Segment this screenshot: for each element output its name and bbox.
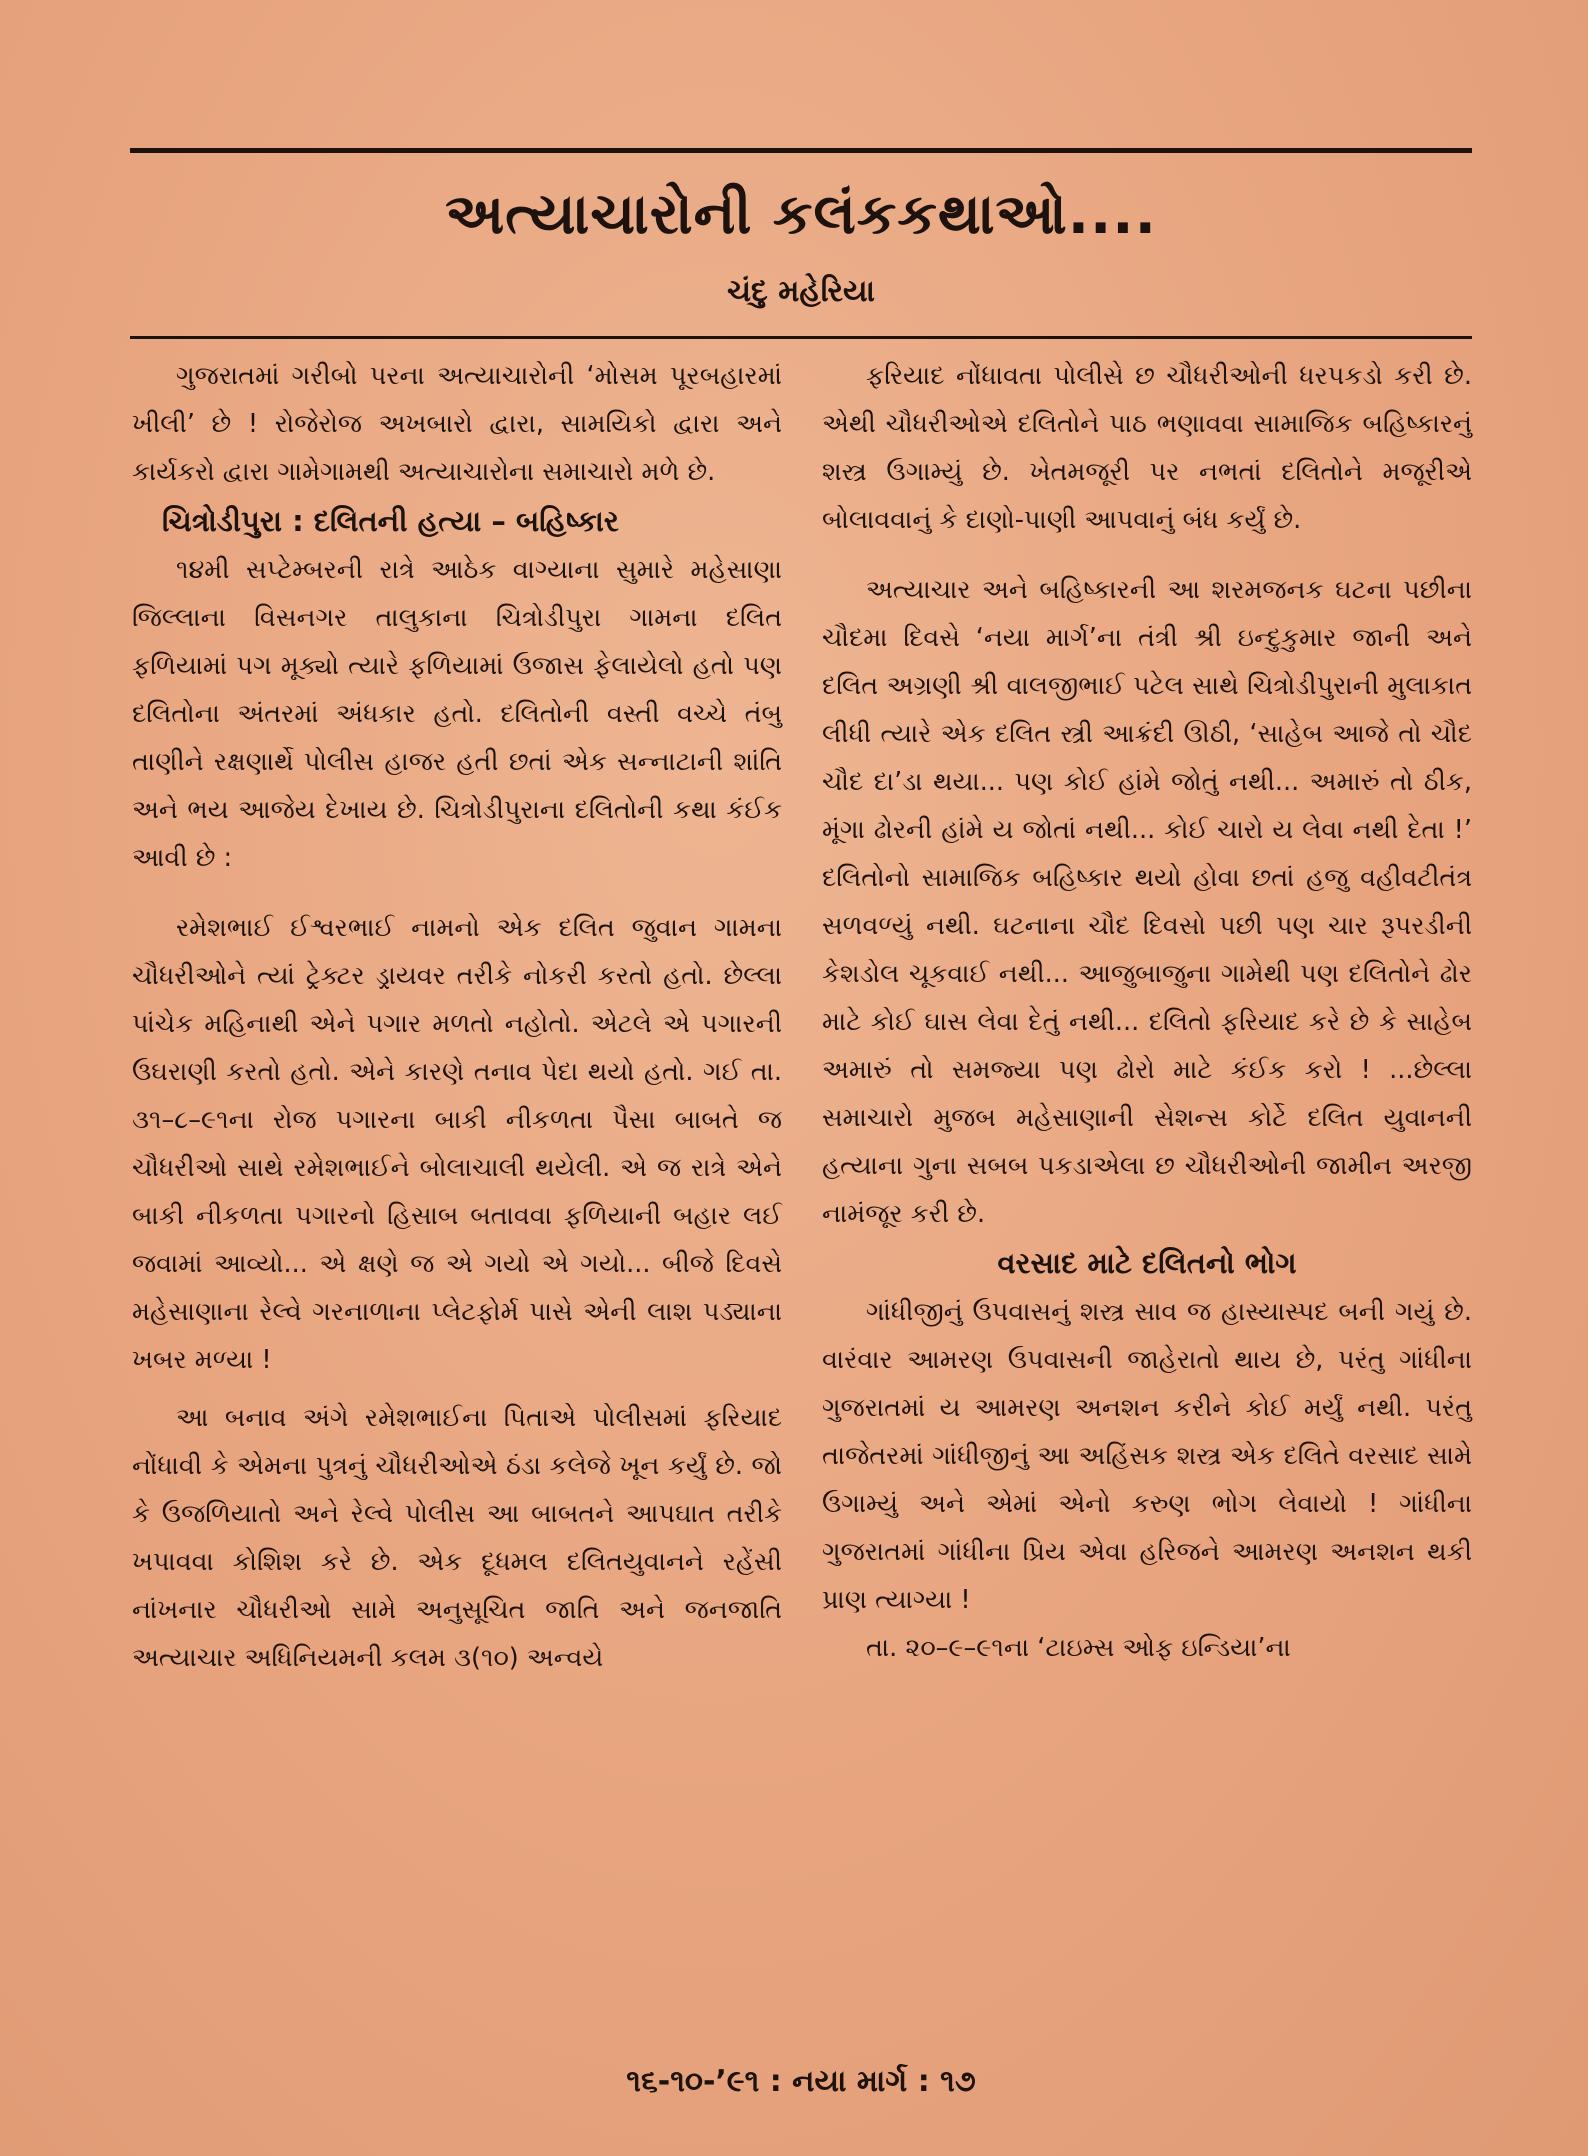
header-rule-divider xyxy=(130,336,1472,339)
paragraph: ગાંધીજીનું ઉપવાસનું શસ્ત્ર સાવ જ હાસ્યાસ્પદ બની ગયું છે. વારંવાર આમરણ ઉપવાસની જાહેરાતો થાય છે, પરંતુ ગાંધીના ગુજરાતમાં ય આમરણ અનશન કરીને કોઈ મર્યું નથી. પરંતુ તાજેતરમાં ગાંધીજીનું આ અહિંસક શસ્ત્ર એક દલિતે વરસાદ સામે ઉગામ્યું અને એમાં એનો કરુણ ભોગ લેવાયો ! ગાંધીના ગુજરાતમાં ગાંધીના પ્રિય એવા હરિજને આમરણ અનશન થકી પ્રાણ ત્યાગ્યા ! xyxy=(822,1297,1472,1615)
section-heading-rain-sacrifice: વરસાદ માટે દલિતનો ભોગ xyxy=(997,1246,1297,1280)
intro-paragraph: ગુજરાતમાં ગરીબો પરના અત્યાચારોની ‘મોસમ પૂરબહારમાં ખીલી’ છે ! રોજેરોજ અખબારો દ્વારા, સામયિકો દ્વારા અને કાર્યકરો દ્વારા ગામેગામથી અત્યાચારોના સમાચારો મળે છે. xyxy=(132,361,782,487)
paragraph: ફરિયાદ નોંધાવતા પોલીસે છ ચૌધરીઓની ધરપકડો કરી છે. એથી ચૌધરીઓએ દલિતોને પાઠ ભણાવવા સામાજિક બહિષ્કારનું શસ્ત્ર ઉગામ્યું છે. ખેતમજૂરી પર નભતાં દલિતોને મજૂરીએ બોલાવવાનું કે દાણો-પાણી આપવાનું બંધ કર્યું છે. xyxy=(822,361,1472,535)
paragraph: ૧૪મી સપ્ટેમ્બરની રાત્રે આઠેક વાગ્યાના સુમારે મહેસાણા જિલ્લાના વિસનગર તાલુકાના ચિત્રોડીપુરા ગામના દલિત ફળિયામાં પગ મૂક્યો ત્યારે ફળિયામાં ઉજાસ ફેલાયેલો હતો પણ દલિતોના અંતરમાં અંધકાર હતો. દલિતોની વસ્તી વચ્ચે તંબુ તાણીને રક્ષણાર્થે પોલીસ હાજર હતી છતાં એક સન્નાટાની શાંતિ અને ભય આજેય દેખાય છે. ચિત્રોડીપુરાના દલિતોની કથા કંઈક આવી છે : xyxy=(132,555,782,873)
paragraph: તા. ૨૦–૯–૯૧ના ‘ટાઇમ્સ ઓફ ઇન્ડિયા’ના xyxy=(866,1633,1291,1663)
top-rule-divider xyxy=(130,148,1472,153)
article-title: અત્યાચારોની કલંકકથાઓ.... xyxy=(445,182,1157,247)
paragraph: આ બનાવ અંગે રમેશભાઈના પિતાએ પોલીસમાં ફરિયાદ નોંધાવી કે એમના પુત્રનું ચૌધરીઓએ ઠંડા કલેજે ખૂન કર્યું છે. જો કે ઉજળિયાતો અને રેલ્વે પોલીસ આ બાબતને આપઘાત તરીકે ખપાવવા કોશિશ કરે છે. એક દૂધમલ દલિતયુવાનને રહેંસી નાંખનાર ચૌધરીઓ સામે અનુસૂચિત જાતિ અને જનજાતિ અત્યાચાર અધિનિયમની કલમ ૩(૧૦) અન્વયે xyxy=(132,1403,782,1673)
left-column xyxy=(132,352,782,1682)
page-footer: ૧૬-૧૦-’૯૧ : નયા માર્ગ : ૧૭ xyxy=(626,2064,976,2099)
paragraph: રમેશભાઈ ઈશ્વરભાઈ નામનો એક દલિત જુવાન ગામના ચૌધરીઓને ત્યાં ટ્રેક્ટર ડ્રાયવર તરીકે નોકરી કરતો હતો. છેલ્લા પાંચેક મહિનાથી એને પગાર મળતો નહોતો. એટલે એ પગારની ઉઘરાણી કરતો હતો. એને કારણે તનાવ પેદા થયો હતો. ગઈ તા. ૩૧–૮–૯૧ના રોજ પગારના બાકી નીકળતા પૈસા બાબતે જ ચૌધરીઓ સાથે રમેશભાઈને બોલાચાલી થયેલી. એ જ રાત્રે એને બાકી નીકળતા પગારનો હિસાબ બતાવવા ફળિયાની બહાર લઈ જવામાં આવ્યો... એ ક્ષણે જ એ ગયો એ ગયો... બીજે દિવસે મહેસાણાના રેલ્વે ગરનાળાના પ્લેટફોર્મ પાસે એની લાશ પડ્યાના ખબર મળ્યા ! xyxy=(132,913,782,1375)
right-column xyxy=(822,352,1472,1672)
paragraph: અત્યાચાર અને બહિષ્કારની આ શરમજનક ઘટના પછીના ચૌદમા દિવસે ‘નયા માર્ગ’ના તંત્રી શ્રી ઇન્દુકુમાર જાની અને દલિત અગ્રણી શ્રી વાલજીભાઈ પટેલ સાથે ચિત્રોડીપુરાની મુલાકાત લીધી ત્યારે એક દલિત સ્ત્રી આક્રંદી ઊઠી, ‘સાહેબ આજે તો ચૌદ ચૌદ દા’ડા થયા... પણ કોઈ હાંમે જોતું નથી... અમારું તો ઠીક, મૂંગા ઢોરની હાંમે ય જોતાં નથી... કોઈ ચારો ય લેવા નથી દેતા !’ દલિતોનો સામાજિક બહિષ્કાર થયો હોવા છતાં હજુ વહીવટીતંત્ર સળવળ્યું નથી. ઘટનાના ચૌદ દિવસો પછી પણ ચાર રૂપરડીની કેશડોલ ચૂકવાઈ નથી... આજુબાજુના ગામેથી પણ દલિતોને ઢોર માટે કોઈ ઘાસ લેવા દેતું નથી... દલિતો ફરિયાદ કરે છે કે સાહેબ અમારું તો સમજ્યા પણ ઢોરો માટે કંઈક કરો ! ...છેલ્લા સમાચારો મુજબ મહેસાણાની સેશન્સ કોર્ટે દલિત યુવાનની હત્યાના ગુના સબબ પકડાએલા છ ચૌધરીઓની જામીન અરજી નામંજૂર કરી છે. xyxy=(822,575,1472,1229)
article-author: ચંદુ મહેરિયા xyxy=(727,274,875,309)
section-heading-chitrodipura: ચિત્રોડીપુરા : દલિતની હત્યા – બહિષ્કાર xyxy=(162,504,619,538)
